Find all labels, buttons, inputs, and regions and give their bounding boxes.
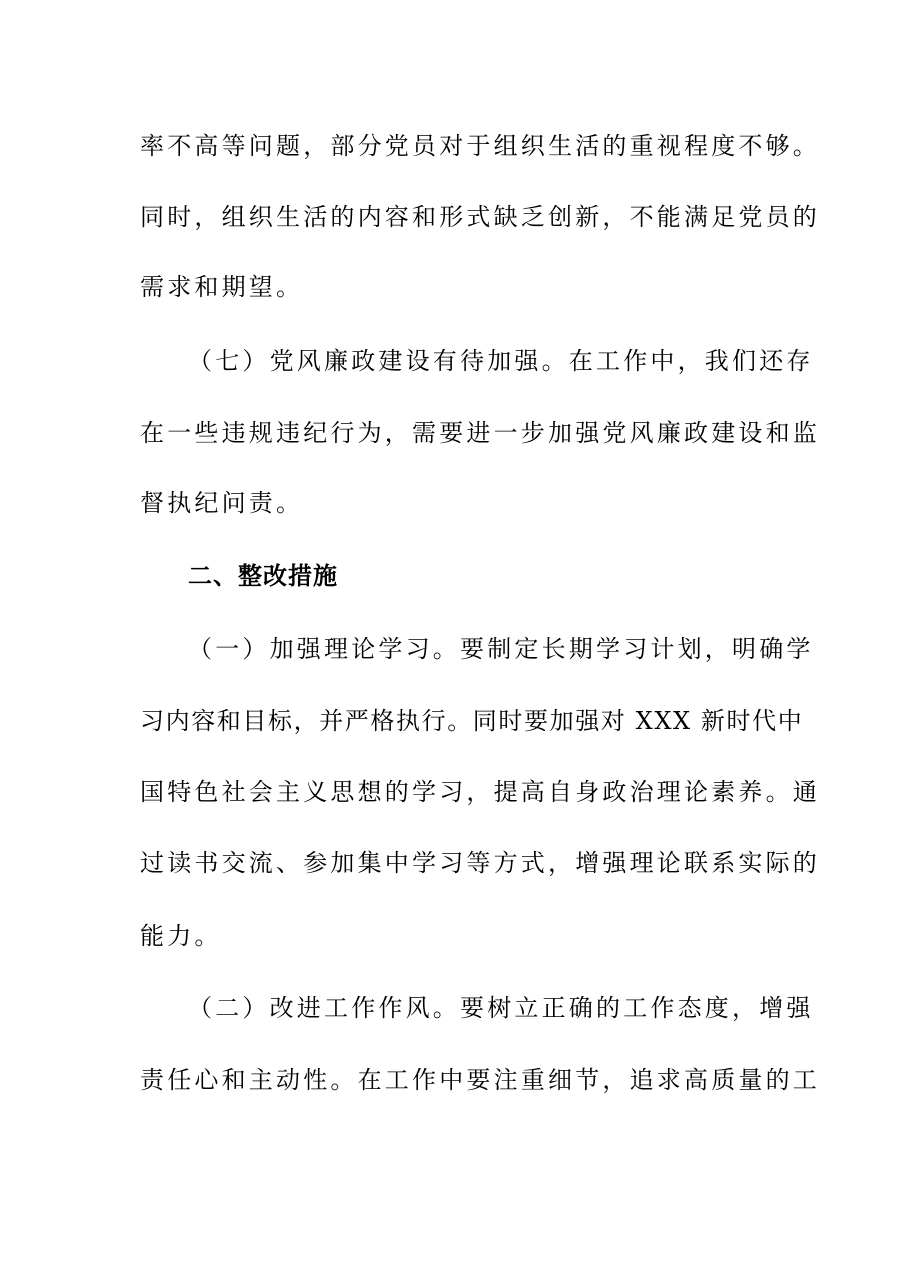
paragraph-line: 习内容和目标，并严格执行。同时要加强对 XXX 新时代中 <box>140 707 804 735</box>
paragraph-line: （一）加强理论学习。要制定长期学习计划，明确学 <box>188 635 814 663</box>
paragraph-line: （七）党风廉政建设有待加强。在工作中，我们还存 <box>188 347 814 375</box>
paragraph-line: （二）改进工作作风。要树立正确的工作态度，增强 <box>188 994 814 1022</box>
paragraph-line: 率不高等问题，部分党员对于组织生活的重视程度不够。 <box>140 132 820 160</box>
paragraph-line: 过读书交流、参加集中学习等方式，增强理论联系实际的 <box>140 849 820 877</box>
section-heading: 二、整改措施 <box>188 562 338 590</box>
paragraph-line: 督执纪问责。 <box>140 489 304 517</box>
paragraph-line: 需求和期望。 <box>140 273 304 301</box>
paragraph-line: 同时，组织生活的内容和形式缺乏创新，不能满足党员的 <box>140 203 820 231</box>
paragraph-line: 责任心和主动性。在工作中要注重细节，追求高质量的工 <box>140 1066 820 1094</box>
paragraph-line: 国特色社会主义思想的学习，提高自身政治理论素养。通 <box>140 778 820 806</box>
paragraph-line: 能力。 <box>140 922 222 950</box>
paragraph-line: 在一些违规违纪行为，需要进一步加强党风廉政建设和监 <box>140 419 820 447</box>
